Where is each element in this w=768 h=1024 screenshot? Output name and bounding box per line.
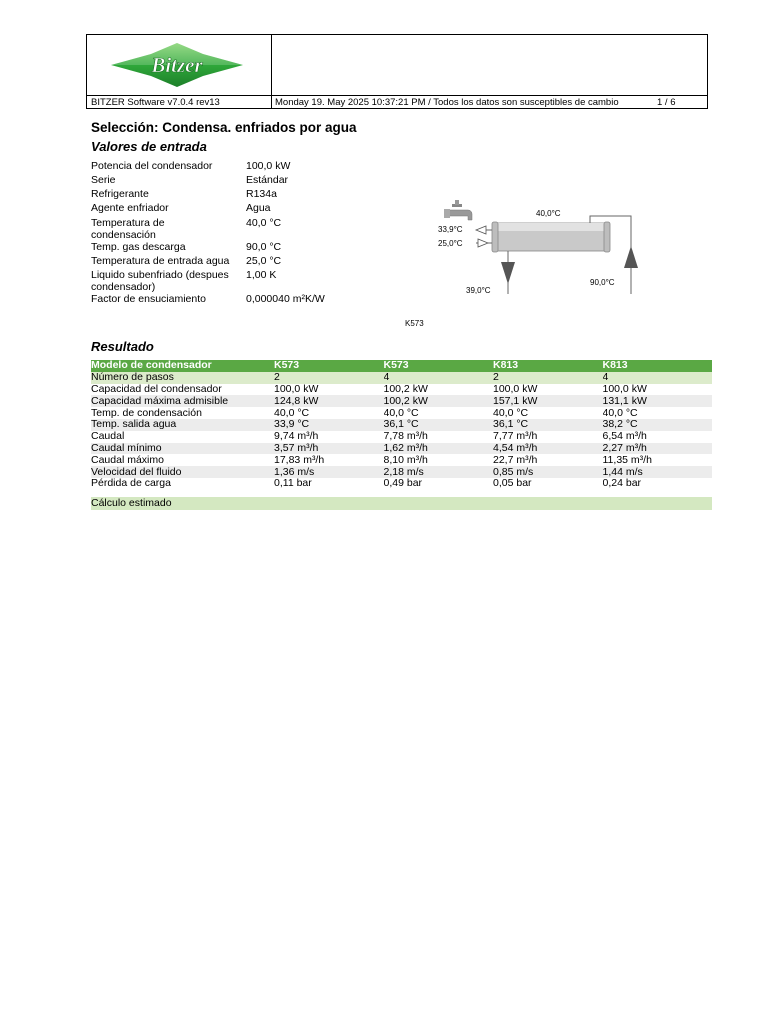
- cell: 1,44 m/s: [603, 466, 713, 478]
- input-label: Refrigerante: [91, 188, 149, 200]
- row-label: Temp. salida agua: [91, 419, 274, 431]
- input-value: 0,000040 m²K/W: [246, 293, 325, 305]
- table-row: [91, 407, 712, 419]
- cell: 4: [384, 372, 494, 384]
- table-row: [91, 466, 712, 478]
- header-divider: [87, 95, 707, 96]
- cell: 7,77 m³/h: [493, 431, 603, 443]
- results-table: [91, 360, 712, 490]
- cell: 1,62 m³/h: [384, 443, 494, 455]
- cell: 17,83 m³/h: [274, 454, 384, 466]
- cell: 3,57 m³/h: [274, 443, 384, 455]
- table-row: [91, 372, 712, 384]
- table-row: [91, 443, 712, 455]
- inputs-heading: Valores de entrada: [91, 139, 207, 154]
- header-cell: K813: [603, 360, 713, 372]
- input-value: Estándar: [246, 174, 289, 186]
- cell: 0,11 bar: [274, 478, 384, 490]
- cell: 2,27 m³/h: [603, 443, 713, 455]
- input-label: Factor de ensuciamiento: [91, 293, 206, 305]
- report-header: [86, 34, 708, 109]
- input-label: Temperatura de condensación: [91, 217, 165, 241]
- cell: 2: [274, 372, 384, 384]
- input-label: Potencia del condensador: [91, 160, 213, 172]
- cell: 4,54 m³/h: [493, 443, 603, 455]
- input-value: 100,0 kW: [246, 160, 291, 172]
- cell: 11,35 m³/h: [603, 454, 713, 466]
- cell: 1,36 m/s: [274, 466, 384, 478]
- input-value: R134a: [246, 188, 277, 200]
- water-in-temp-label: 25,0°C: [438, 239, 463, 248]
- diagram-caption: K573: [405, 319, 424, 328]
- table-row: [91, 454, 712, 466]
- row-label: Capacidad máxima admisible: [91, 395, 274, 407]
- row-label: Temp. de condensación: [91, 407, 274, 419]
- table-row: [91, 395, 712, 407]
- header-cell: Modelo de condensador: [91, 360, 274, 372]
- header-cell: K813: [493, 360, 603, 372]
- cell: 9,74 m³/h: [274, 431, 384, 443]
- cell: 0,24 bar: [603, 478, 713, 490]
- row-label: Caudal: [91, 431, 274, 443]
- input-label: Serie: [91, 174, 116, 186]
- cell: 157,1 kW: [493, 395, 603, 407]
- condenser-diagram: [400, 190, 712, 305]
- input-value: 40,0 °C: [246, 217, 282, 229]
- input-value: Agua: [246, 202, 271, 214]
- row-label: Velocidad del fluido: [91, 466, 274, 478]
- cell: 6,54 m³/h: [603, 431, 713, 443]
- cell: 0,05 bar: [493, 478, 603, 490]
- cell: 131,1 kW: [603, 395, 713, 407]
- discharge-temp-label: 90,0°C: [590, 278, 615, 287]
- header-cell: K573: [274, 360, 384, 372]
- cell: 36,1 °C: [493, 419, 603, 431]
- condensing-temp-label: 40,0°C: [536, 209, 561, 218]
- cell: 33,9 °C: [274, 419, 384, 431]
- input-label: Liquido subenfriado (despues condensador): [91, 269, 229, 293]
- results-heading: Resultado: [91, 339, 154, 354]
- page-title: Selección: Condensa. enfriados por agua: [91, 120, 357, 135]
- header-cell: K573: [384, 360, 494, 372]
- input-value: 1,00 K: [246, 269, 277, 281]
- table-row: [91, 384, 712, 396]
- input-value: 90,0 °C: [246, 241, 282, 253]
- input-value: 25,0 °C: [246, 255, 282, 267]
- cell: 40,0 °C: [274, 407, 384, 419]
- cell: 38,2 °C: [603, 419, 713, 431]
- row-label: Caudal mínimo: [91, 443, 274, 455]
- water-out-temp-label: 33,9°C: [438, 225, 463, 234]
- row-label: Pérdida de carga: [91, 478, 274, 490]
- table-header-row: [91, 360, 712, 372]
- cell: 100,2 kW: [384, 384, 494, 396]
- cell: 4: [603, 372, 713, 384]
- bitzer-logo: [109, 41, 245, 89]
- cell: 124,8 kW: [274, 395, 384, 407]
- cell: 0,49 bar: [384, 478, 494, 490]
- cell: 2,18 m/s: [384, 466, 494, 478]
- cell: 100,0 kW: [493, 384, 603, 396]
- condenser-shell: [492, 222, 610, 252]
- logo-text: Bitzer: [151, 53, 203, 77]
- cell: 8,10 m³/h: [384, 454, 494, 466]
- table-row: [91, 478, 712, 490]
- input-label: Agente enfriador: [91, 202, 169, 214]
- cell: 40,0 °C: [603, 407, 713, 419]
- header-date-disclaimer: Monday 19. May 2025 10:37:21 PM / Todos los datos son susceptibles de cambio: [275, 97, 619, 108]
- input-label: Temp. gas descarga: [91, 241, 186, 253]
- page-number: 1 / 6: [657, 97, 676, 108]
- cell: 100,0 kW: [603, 384, 713, 396]
- table-row: [91, 419, 712, 431]
- cell: 100,2 kW: [384, 395, 494, 407]
- software-version: BITZER Software v7.0.4 rev13: [91, 97, 220, 108]
- estimate-note: Cálculo estimado: [91, 497, 712, 510]
- row-label: Número de pasos: [91, 372, 274, 384]
- cell: 2: [493, 372, 603, 384]
- cell: 36,1 °C: [384, 419, 494, 431]
- input-label: Temperatura de entrada agua: [91, 255, 230, 267]
- liquid-temp-label: 39,0°C: [466, 286, 491, 295]
- table-row: [91, 431, 712, 443]
- cell: 40,0 °C: [384, 407, 494, 419]
- cell: 0,85 m/s: [493, 466, 603, 478]
- row-label: Caudal máximo: [91, 454, 274, 466]
- cell: 40,0 °C: [493, 407, 603, 419]
- row-label: Capacidad del condensador: [91, 384, 274, 396]
- cell: 100,0 kW: [274, 384, 384, 396]
- cell: 7,78 m³/h: [384, 431, 494, 443]
- cell: 22,7 m³/h: [493, 454, 603, 466]
